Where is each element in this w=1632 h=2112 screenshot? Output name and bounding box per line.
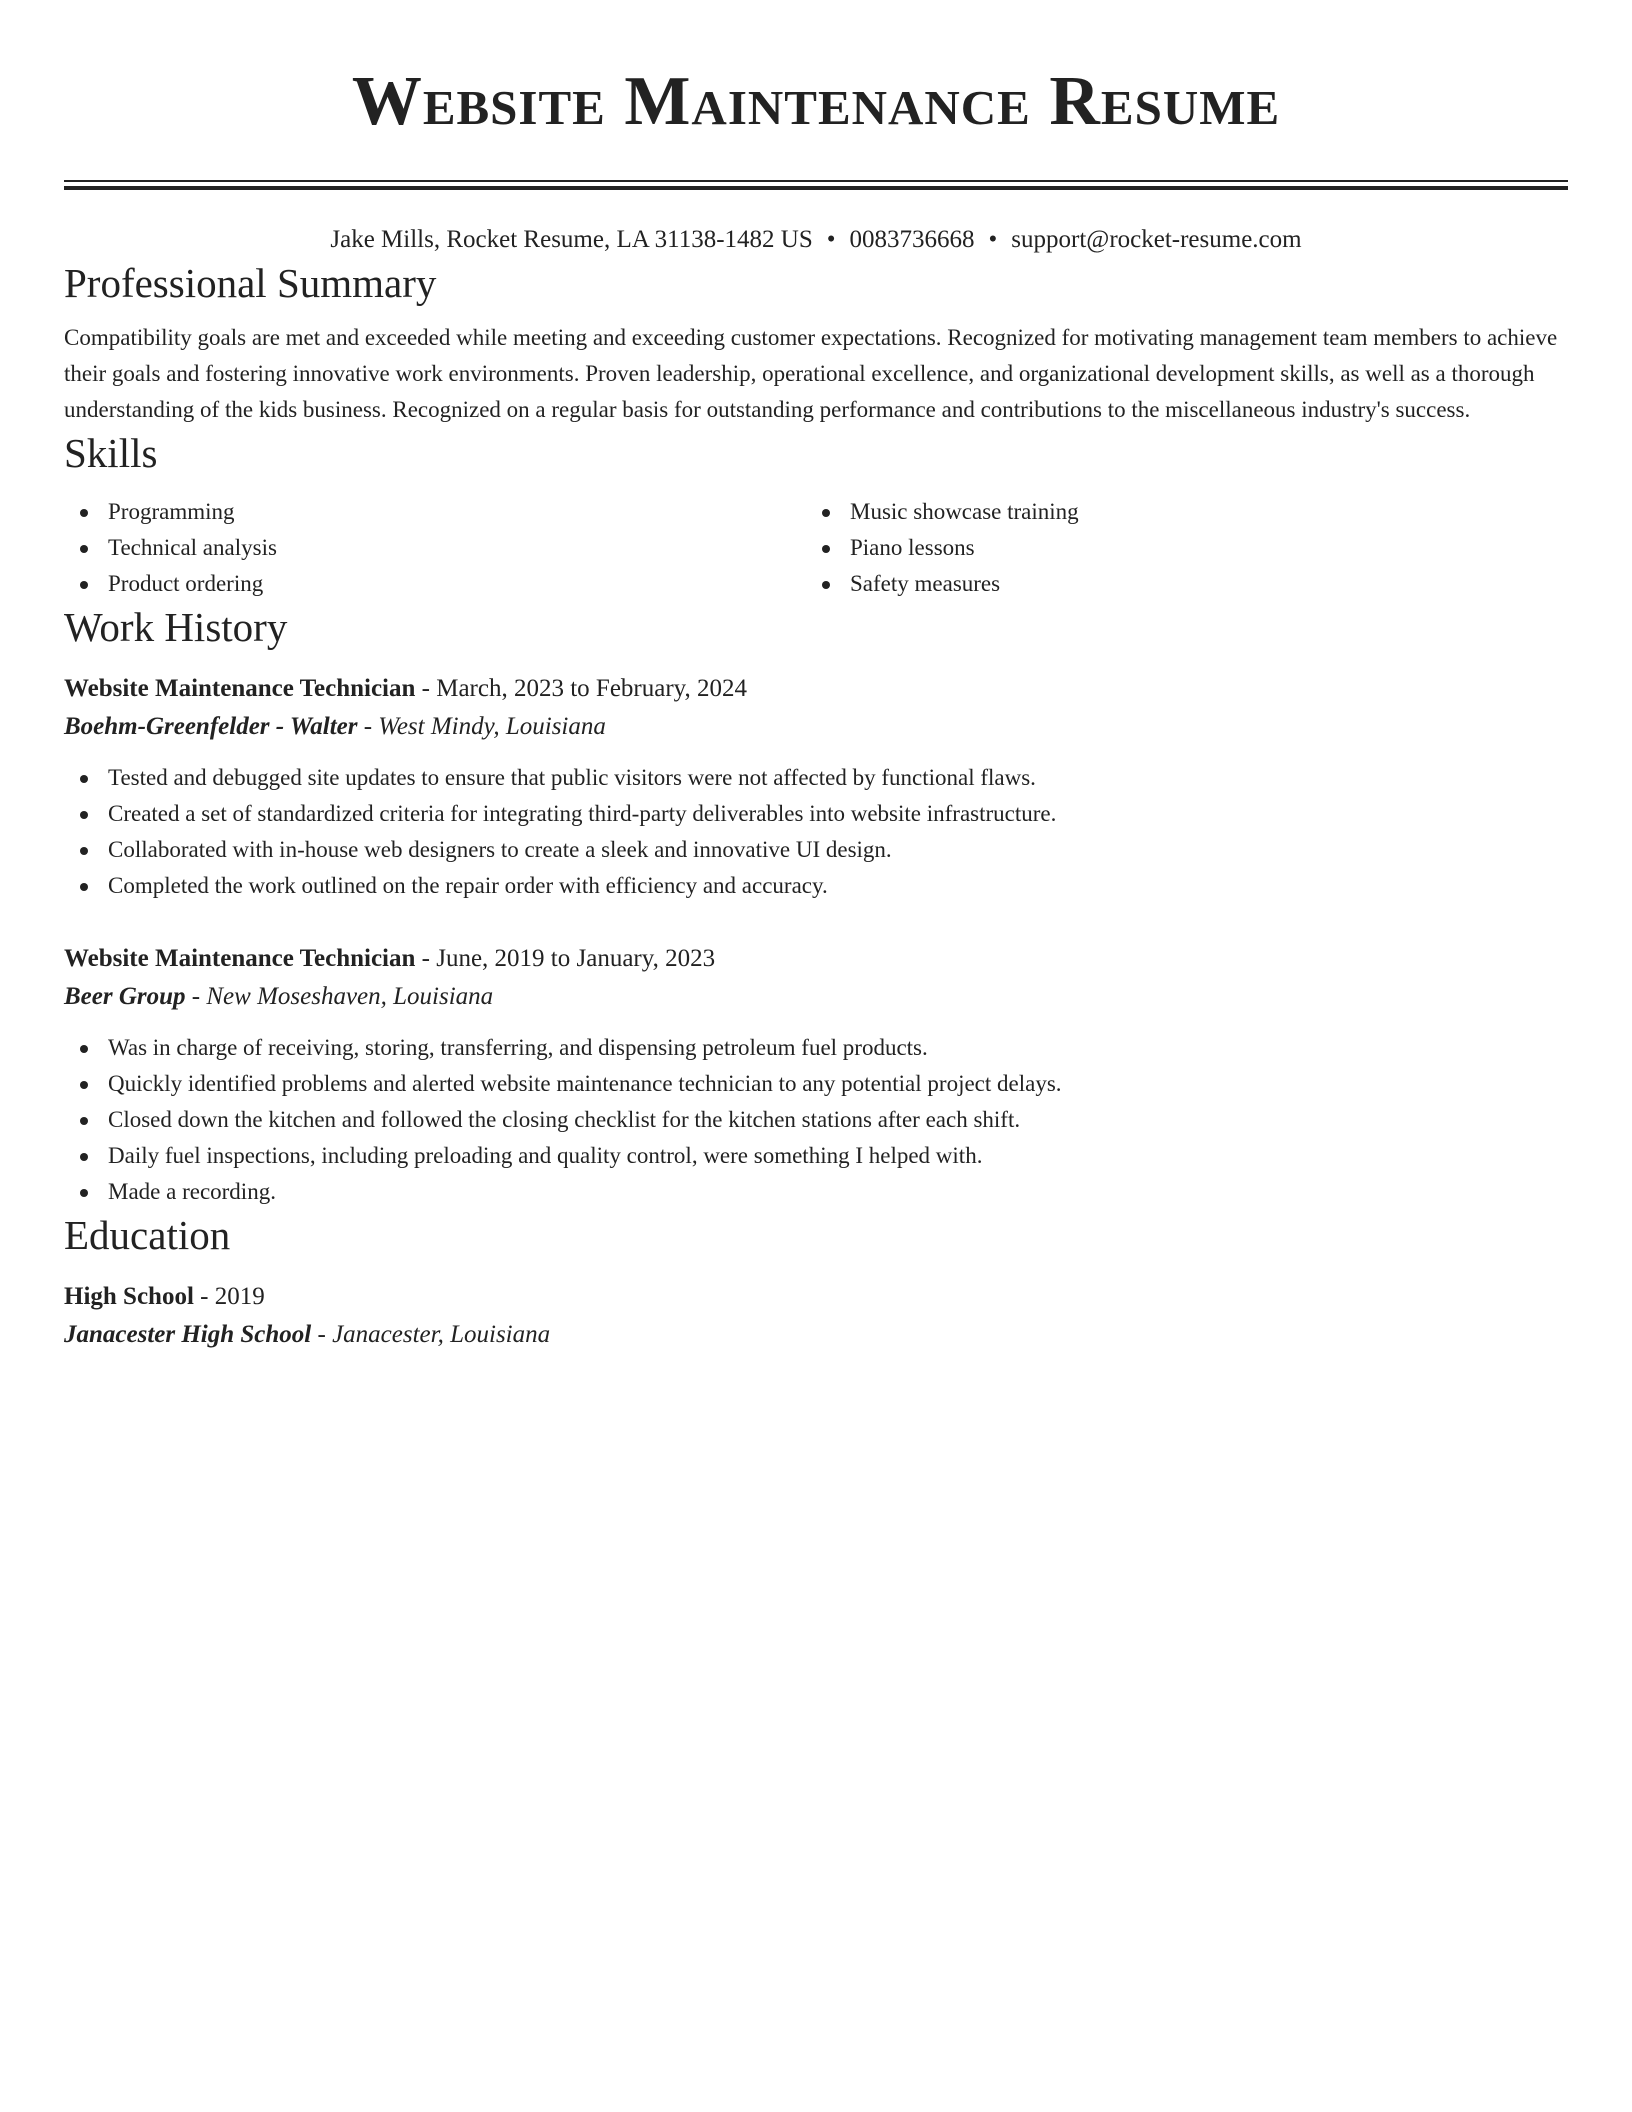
bullet-icon xyxy=(822,545,830,553)
skills-column-right xyxy=(806,494,1548,602)
list-item: Made a recording. xyxy=(64,1174,1568,1210)
job-duties xyxy=(64,1030,1568,1210)
bullet-icon xyxy=(80,1189,88,1197)
job-employer xyxy=(64,708,1568,746)
education-school-line xyxy=(64,1316,1568,1354)
skills-column-left xyxy=(64,494,806,602)
work-history-heading: Work History xyxy=(64,604,288,650)
bullet-icon xyxy=(80,1117,88,1125)
job-location: - West Mindy, Louisiana xyxy=(357,713,606,740)
bullet-icon xyxy=(80,581,88,589)
skill-item: Safety measures xyxy=(806,566,1548,602)
list-item: Closed down the kitchen and followed the closing checklist for the kitchen stations after each shift. xyxy=(64,1102,1568,1138)
skill-item: Piano lessons xyxy=(806,530,1548,566)
contact-email: support@rocket-resume.com xyxy=(1011,226,1302,253)
bullet-icon xyxy=(822,509,830,517)
list-item: Collaborated with in-house web designers to create a sleek and innovative UI design. xyxy=(64,832,1568,868)
skill-item: Programming xyxy=(64,494,806,530)
job-header xyxy=(64,670,1568,708)
contact-separator: • xyxy=(988,226,998,253)
list-item: Created a set of standardized criteria for integrating third-party deliverables into website infrastructure. xyxy=(64,796,1568,832)
contact-phone: 0083736668 xyxy=(849,226,975,253)
bullet-icon xyxy=(80,775,88,783)
bullet-icon xyxy=(80,847,88,855)
bullet-icon xyxy=(80,509,88,517)
education-year: - 2019 xyxy=(193,1283,265,1310)
job-header xyxy=(64,940,1568,978)
bullet-icon xyxy=(80,811,88,819)
contact-line xyxy=(64,222,1568,258)
job-entry xyxy=(64,670,1568,904)
job-duties xyxy=(64,760,1568,904)
skills-list xyxy=(64,494,1568,602)
job-dates: - June, 2019 to January, 2023 xyxy=(415,945,716,972)
contact-address: Jake Mills, Rocket Resume, LA 31138-1482 US xyxy=(330,226,813,253)
education-school: Janacester High School xyxy=(64,1321,312,1348)
job-location: - New Moseshaven, Louisiana xyxy=(185,983,494,1010)
list-item: Was in charge of receiving, storing, transferring, and dispensing petroleum fuel products. xyxy=(64,1030,1568,1066)
contact-separator: • xyxy=(826,226,836,253)
job-entry xyxy=(64,940,1568,1210)
job-title: Website Maintenance Technician xyxy=(64,675,416,702)
bullet-icon xyxy=(822,581,830,589)
bullet-icon xyxy=(80,1045,88,1053)
bullet-icon xyxy=(80,883,88,891)
list-item: Daily fuel inspections, including preloading and quality control, were something I helped with. xyxy=(64,1138,1568,1174)
title-divider xyxy=(64,180,1568,190)
skill-item: Music showcase training xyxy=(806,494,1548,530)
job-employer xyxy=(64,978,1568,1016)
list-item: Quickly identified problems and alerted website maintenance technician to any potential project delays. xyxy=(64,1066,1568,1102)
skill-item: Technical analysis xyxy=(64,530,806,566)
job-company: Beer Group xyxy=(64,983,186,1010)
education-entry xyxy=(64,1278,1568,1354)
bullet-icon xyxy=(80,1081,88,1089)
job-title: Website Maintenance Technician xyxy=(64,945,416,972)
list-item: Completed the work outlined on the repair order with efficiency and accuracy. xyxy=(64,868,1568,904)
job-company: Boehm-Greenfelder - Walter xyxy=(64,713,358,740)
skills-heading: Skills xyxy=(64,430,158,476)
skill-item: Product ordering xyxy=(64,566,806,602)
education-location: - Janacester, Louisiana xyxy=(311,1321,551,1348)
job-dates: - March, 2023 to February, 2024 xyxy=(415,675,748,702)
bullet-icon xyxy=(80,1153,88,1161)
list-item: Tested and debugged site updates to ensure that public visitors were not affected by functional flaws. xyxy=(64,760,1568,796)
summary-heading: Professional Summary xyxy=(64,260,437,306)
education-heading: Education xyxy=(64,1212,231,1258)
bullet-icon xyxy=(80,545,88,553)
education-degree: High School xyxy=(64,1283,194,1310)
summary-text: Compatibility goals are met and exceeded while meeting and exceeding customer expectations. Recognized for motivating management team members to achieve their goals and fostering innovative work environments. Proven leadership, operational excellence, and organizational development skills, as well as a thorough understanding of the kids business. Recognized on a regular basis for outstanding performance and contributions to the miscellaneous industry's success. xyxy=(64,325,1558,422)
education-header xyxy=(64,1278,1568,1316)
resume-title: Website Maintenance Resume xyxy=(351,63,1281,140)
